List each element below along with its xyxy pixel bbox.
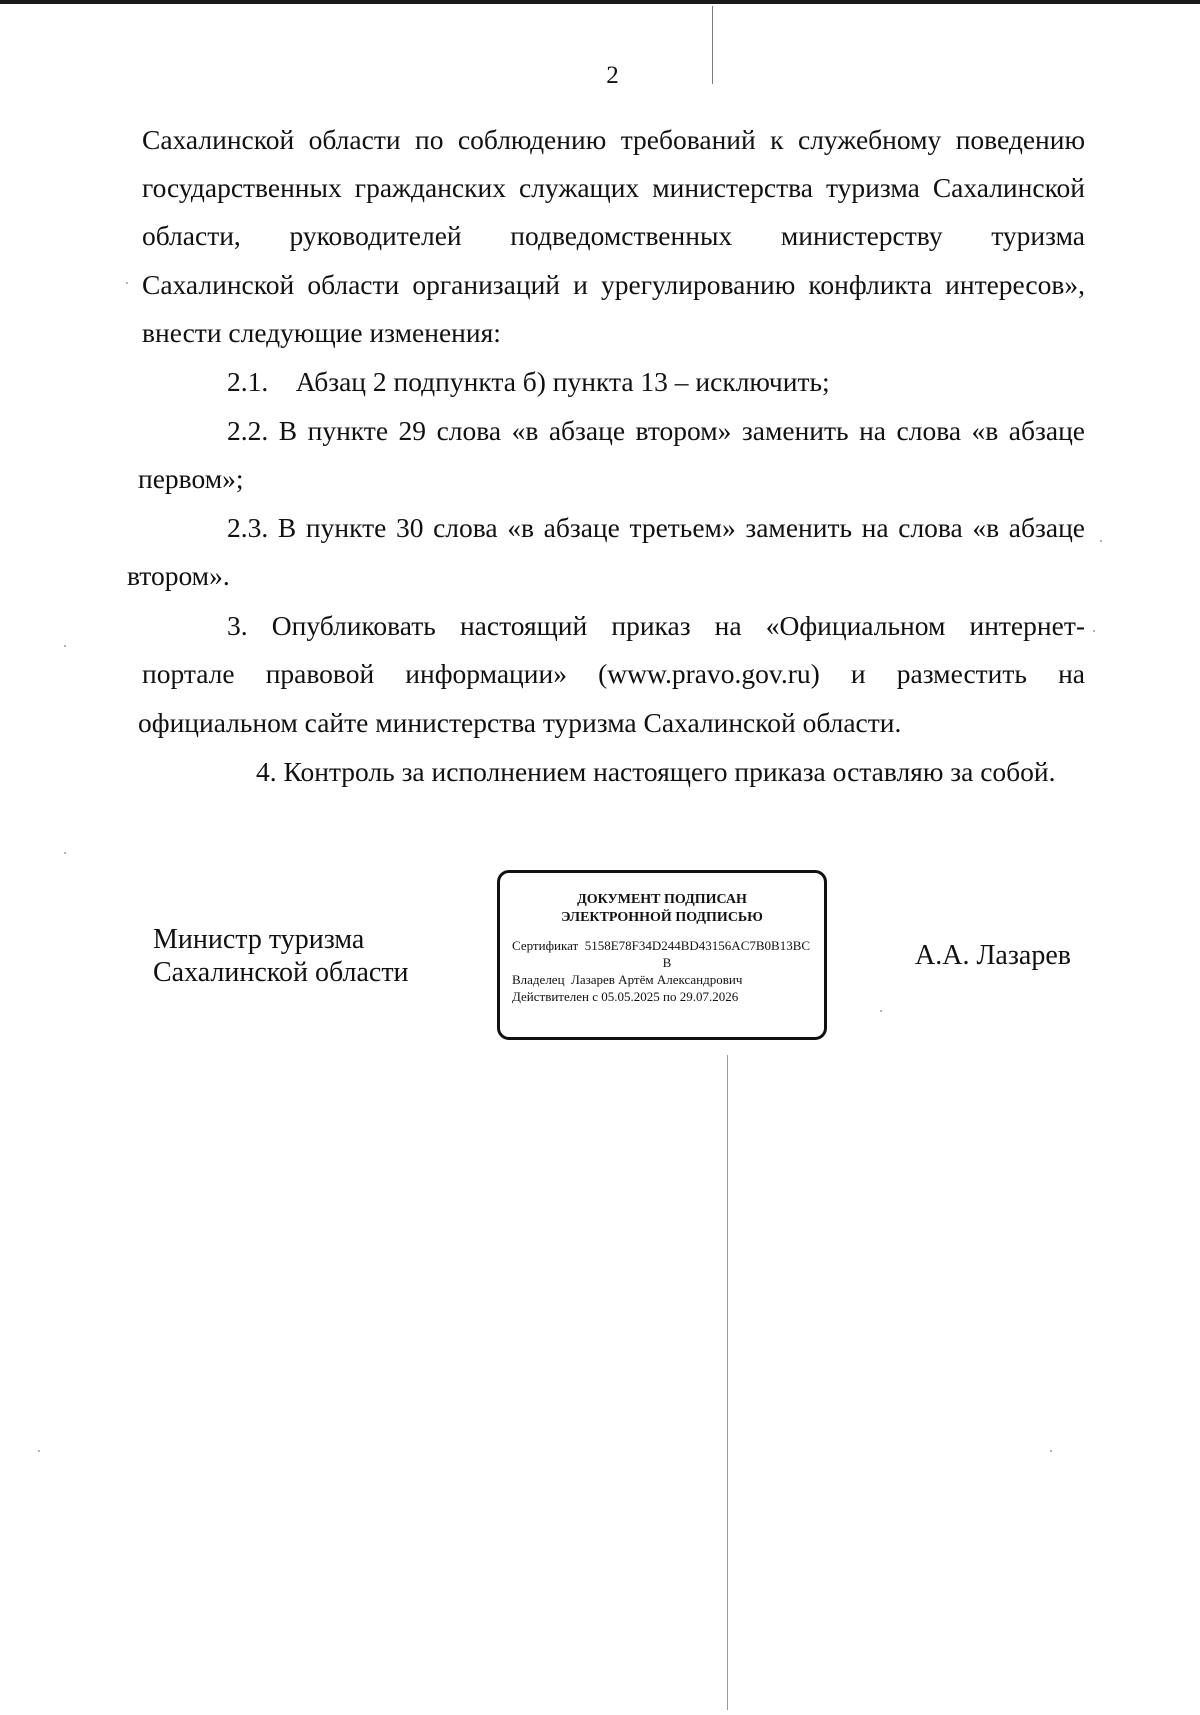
scan-speck (880, 1010, 882, 1012)
signatory-position-line-1: Министр туризма (153, 924, 365, 955)
item-2-3-line-2: втором». (127, 560, 230, 591)
scan-speck (126, 282, 128, 284)
body-line-3: области, руководителей подведомственных министерству туризма (142, 220, 1085, 251)
stamp-title-line-2: ЭЛЕКТРОННОЙ ПОДПИСЬЮ (561, 910, 763, 925)
stamp-certificate-label: Сертификат (512, 938, 579, 953)
scan-speck (38, 1450, 40, 1452)
item-2-3-line-1: 2.3. В пункте 30 слова «в абзаце третьем» заменить на слова «в абзаце (227, 512, 1085, 543)
stamp-owner (512, 971, 812, 988)
item-2-1: 2.1. Абзац 2 подпункта б) пункта 13 – исключить; (227, 366, 830, 397)
stamp-validity: Действителен с 05.05.2025 по 29.07.2026 (512, 989, 739, 1004)
body-line-4: Сахалинской области организаций и урегулированию конфликта интересов», (142, 269, 1085, 300)
stamp-certificate-suffix: B (662, 955, 672, 970)
page-number: 2 (606, 62, 619, 89)
top-border-line (0, 0, 1200, 4)
body-line-5: внести следующие изменения: (142, 317, 501, 348)
stamp-owner-label: Владелец (512, 972, 565, 987)
stamp-owner-value: Лазарев Артём Александрович (571, 972, 743, 987)
stamp-title-line-1: ДОКУМЕНТ ПОДПИСАН (577, 892, 747, 907)
item-3-line-1: 3. Опубликовать настоящий приказ на «Официальном интернет- (227, 610, 1085, 641)
scan-speck (64, 645, 66, 647)
scan-speck (1093, 630, 1095, 632)
scan-speck (64, 852, 66, 854)
item-4: 4. Контроль за исполнением настоящего приказа оставляю за собой. (256, 756, 1056, 787)
body-line-2: государственных гражданских служащих министерства туризма Сахалинской (142, 172, 1085, 203)
body-line-1: Сахалинской области по соблюдению требований к служебному поведению (142, 124, 1085, 155)
scan-speck (1100, 540, 1102, 542)
signatory-position-line-2: Сахалинской области (153, 957, 409, 988)
signatory-position (153, 923, 409, 989)
signatory-name: А.А. Лазарев (915, 940, 1071, 971)
scan-speck (1050, 1450, 1052, 1452)
stamp-certificate-value: 5158E78F34D244BD43156AC7B0B13BC (584, 938, 811, 953)
stamp-certificate (512, 937, 812, 954)
item-3-line-2: портале правовой информации» (www.pravo.gov.ru) и разместить на (142, 658, 1085, 689)
electronic-signature-stamp (497, 870, 827, 1040)
fold-line-bottom (727, 1055, 728, 1710)
item-2-2-line-1: 2.2. В пункте 29 слова «в абзаце втором» заменить на слова «в абзаце (227, 415, 1085, 446)
item-2-2-line-2: первом»; (138, 463, 244, 494)
item-3-line-3: официальном сайте министерства туризма Сахалинской области. (138, 707, 902, 738)
